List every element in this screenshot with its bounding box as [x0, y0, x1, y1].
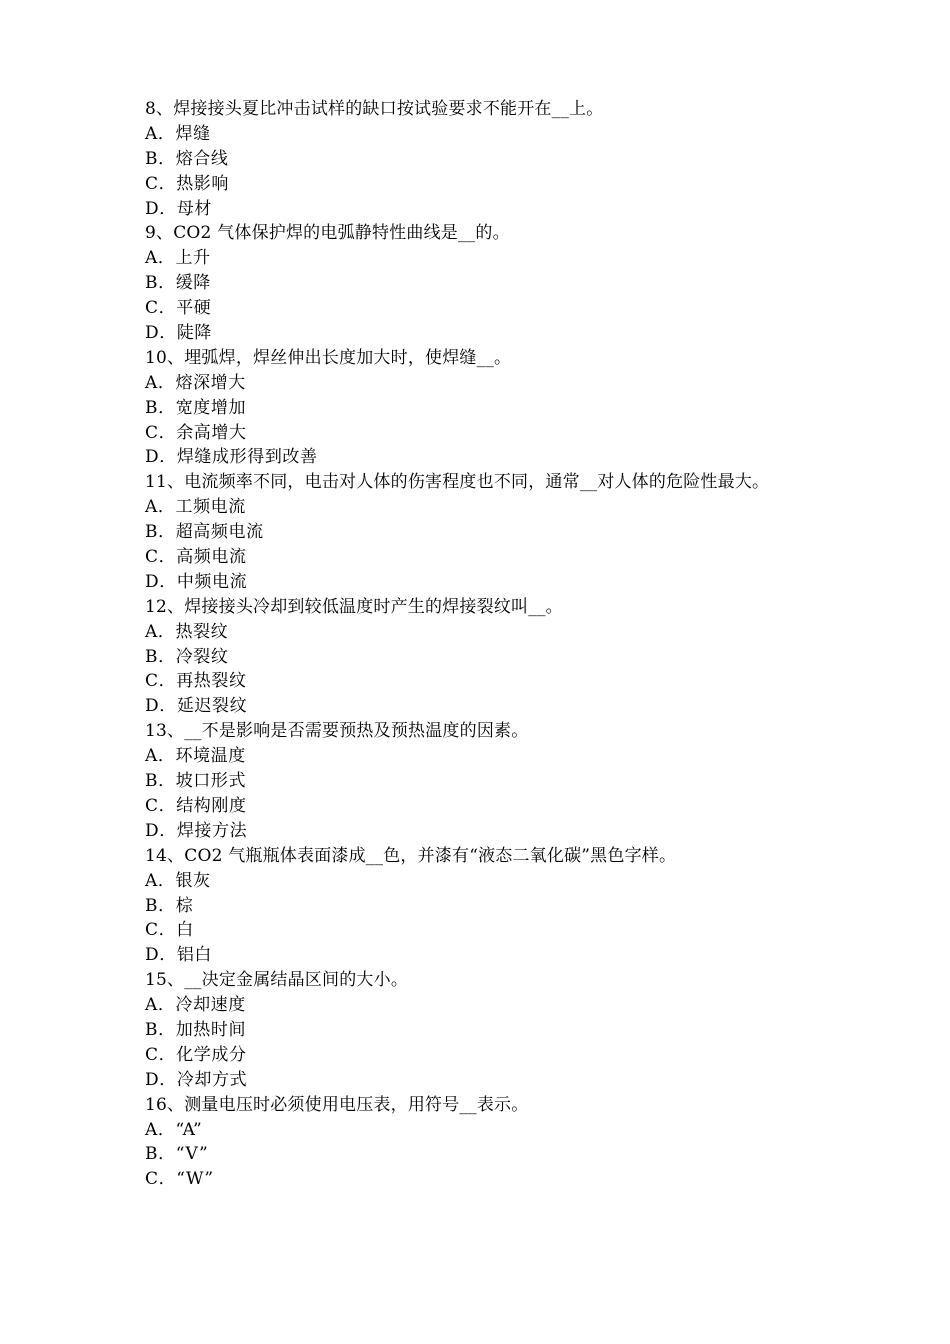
option-c: C．化学成分	[145, 1044, 247, 1065]
option-a: A．上升	[145, 248, 211, 269]
option-d: D．冷却方式	[145, 1069, 248, 1090]
question-text: 16、测量电压时必须使用电压表，用符号__表示。	[145, 1094, 529, 1115]
option-c: C．高频电流	[145, 547, 247, 568]
option-b: B．缓降	[145, 273, 211, 294]
option-c: C．结构刚度	[145, 795, 247, 816]
question-text: 11、电流频率不同，电击对人体的伤害程度也不同，通常__对人体的危险性最大。	[145, 472, 770, 493]
question-text: 12、焊接接头冷却到较低温度时产生的焊接裂纹叫__。	[145, 596, 563, 617]
option-a: A．“A”	[145, 1119, 203, 1140]
option-d: D．焊接方法	[145, 820, 248, 841]
option-c: C．白	[145, 920, 194, 941]
option-d: D．母材	[145, 198, 213, 219]
option-b: B．超高频电流	[145, 522, 264, 543]
question-11	[145, 470, 825, 594]
option-a: A．环境温度	[145, 746, 246, 767]
option-b: B．棕	[145, 895, 194, 916]
option-a: A．冷却速度	[145, 995, 246, 1016]
question-text: 14、CO2 气瓶瓶体表面漆成__色，并漆有“液态二氧化碳”黑色字样。	[145, 845, 677, 866]
option-b: B．宽度增加	[145, 397, 247, 418]
option-b: B．冷裂纹	[145, 646, 229, 667]
option-b: B．坡口形式	[145, 771, 247, 792]
option-a: A．熔深增大	[145, 372, 246, 393]
option-b: B．熔合线	[145, 148, 229, 169]
question-16	[145, 1093, 825, 1193]
question-12	[145, 595, 825, 719]
option-a: A．银灰	[145, 870, 211, 891]
question-13	[145, 719, 825, 843]
document-body	[145, 97, 825, 1192]
question-text: 13、__不是影响是否需要预热及预热温度的因素。	[145, 721, 529, 742]
question-9	[145, 221, 825, 345]
option-c: C．热影响	[145, 173, 230, 194]
option-d: D．焊缝成形得到改善	[145, 447, 318, 468]
option-c: C．余高增大	[145, 422, 247, 443]
option-d: D．中频电流	[145, 571, 248, 592]
question-text: 15、__决定金属结晶区间的大小。	[145, 970, 409, 991]
question-15	[145, 968, 825, 1092]
option-c: C．“W”	[145, 1169, 214, 1190]
option-d: D．陡降	[145, 323, 213, 344]
option-d: D．延迟裂纹	[145, 696, 248, 717]
question-text: 9、CO2 气体保护焊的电弧静特性曲线是__的。	[145, 223, 510, 244]
option-d: D．铝白	[145, 945, 213, 966]
option-a: A．热裂纹	[145, 621, 229, 642]
option-a: A．工频电流	[145, 497, 246, 518]
question-14	[145, 844, 825, 968]
option-b: B．加热时间	[145, 1019, 247, 1040]
option-a: A．焊缝	[145, 123, 211, 144]
option-c: C．平硬	[145, 298, 212, 319]
question-text: 10、埋弧焊，焊丝伸出长度加大时，使焊缝__。	[145, 347, 512, 368]
question-8	[145, 97, 825, 221]
question-text: 8、焊接接头夏比冲击试样的缺口按试验要求不能开在__上。	[145, 99, 604, 119]
option-b: B．“V”	[145, 1144, 209, 1165]
option-c: C．再热裂纹	[145, 671, 247, 692]
question-10	[145, 346, 825, 470]
